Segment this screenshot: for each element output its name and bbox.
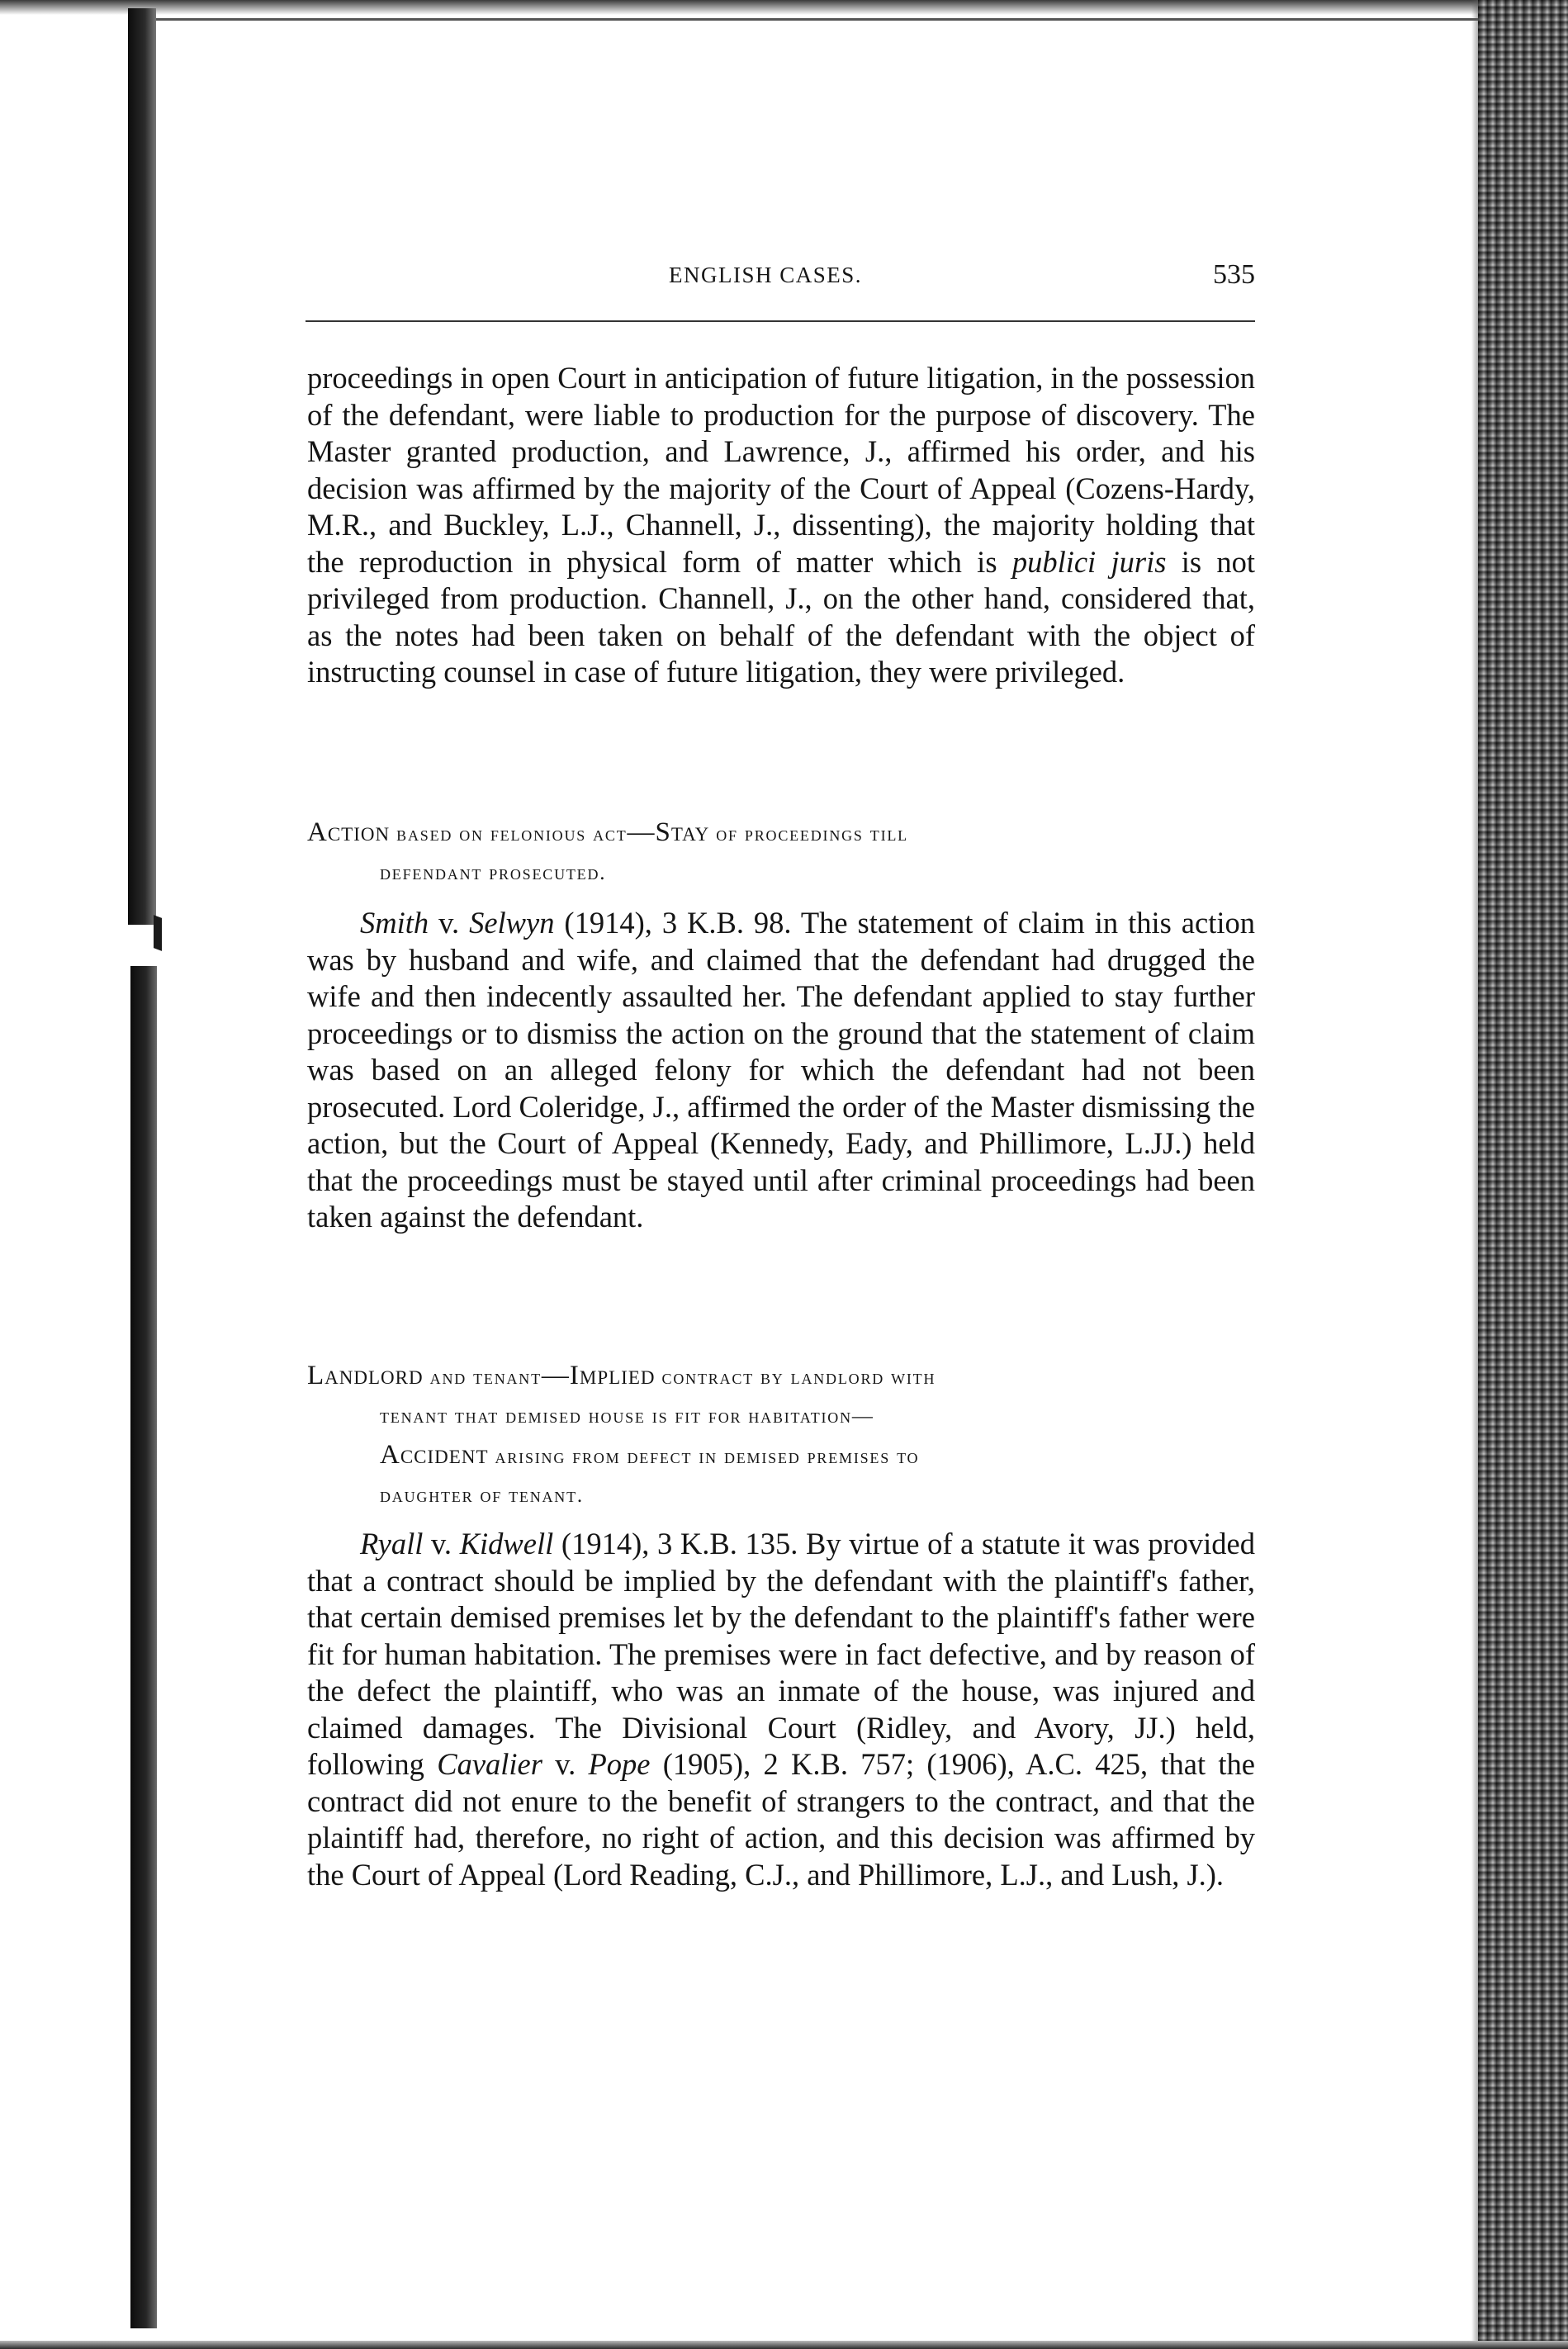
ryall-case-paragraph — [307, 1526, 1255, 1893]
smith-case-heading — [307, 813, 1255, 893]
binding-gutter-upper — [128, 8, 156, 925]
smith-body: The statement of claim in this action was by husband and wife, and claimed that the defendant had drugged the wife and then indecently assaulted her. The defendant applied to stay further proceedings or to dismiss the action on the ground that the statement of claim was based on an alleged felony for which the defendant had not been prosecuted. Lord Coleridge, J., affirmed the order of the Master dismissing the action, but the Court of Appeal (Kennedy, Eady, and Phillimore, L.JJ.) held that the proceedings must be stayed until after criminal proceedings had been taken against the defendant. — [307, 906, 1255, 1234]
cited-v: v. — [542, 1747, 589, 1781]
smith-heading-cap-3: —Stay — [627, 817, 710, 847]
scan-bottom-shadow — [0, 2341, 1568, 2349]
cited-party-1: Cavalier — [437, 1747, 542, 1781]
ryall-heading-cap-5: Accident — [380, 1440, 489, 1470]
ryall-party-2: Kidwell — [459, 1527, 554, 1560]
scan-top-line — [149, 18, 1486, 21]
ryall-heading-cap-3: —Implied — [541, 1361, 656, 1390]
smith-party-2: Selwyn — [469, 906, 555, 940]
smith-heading-part-2: based on felonious act — [390, 823, 628, 845]
smith-case-v: v. — [429, 906, 470, 940]
page-number: 535 — [1213, 259, 1255, 290]
ryall-case-heading — [307, 1357, 1255, 1515]
smith-heading-cap-1: Action — [307, 817, 391, 847]
binding-gutter-notch — [154, 915, 162, 951]
ryall-body-2: (1905), 2 K.B. 757; (1906), A.C. 425, that the contract did not enure to the benefit of strangers to the contract, and that the plaintiff had, therefore, no right of action, and this decision was affirmed by the Court of Appeal (Lord Reading, C.J., and Phillimore, L.J., and Lush, J.). — [307, 1747, 1256, 1892]
intro-text-after: is not privileged from production. Channell, J., on the other hand, considered that, as the notes had been taken on behalf of the defendant with the object of instructing counsel in case of future litigation, they were privileged. — [307, 544, 1255, 689]
ryall-heading-line-2: tenant that demised house is fit for habitation— — [380, 1405, 874, 1428]
ryall-party-1: Ryall — [360, 1527, 424, 1560]
scan-top-shadow — [0, 0, 1568, 15]
ryall-heading-line-4: daughter of tenant. — [380, 1485, 584, 1507]
smith-heading-line-2: defendant prosecuted. — [380, 862, 607, 884]
page-edge-texture — [1478, 0, 1568, 2349]
smith-heading-part-4: of proceedings till — [709, 823, 908, 845]
smith-party-1: Smith — [360, 906, 429, 940]
ryall-heading-part-4: contract by landlord with — [655, 1366, 936, 1389]
ryall-heading-part-6: arising from defect in demised premises to — [488, 1446, 920, 1468]
cited-party-2: Pope — [588, 1747, 651, 1781]
smith-citation: (1914), 3 K.B. 98. — [554, 906, 792, 940]
binding-gutter-lower — [130, 966, 157, 2328]
ryall-heading-cap-1: Landlord — [307, 1361, 424, 1390]
intro-text: proceedings in open Court in anticipation of future litigation, in the possession of the defendant, were liable to production for the purpose of discovery. The Master granted production, and Lawrence, J., affirmed his order, and his decision was affirmed by the majority of the Court of Appeal (Cozens-Hardy, M.R., and Buckley, L.J., Channell, J., dissenting), the majority holding that the reproduction in physical form of matter which is — [307, 361, 1255, 579]
intro-paragraph — [307, 360, 1255, 691]
intro-italic-phrase: publici juris — [1011, 544, 1167, 579]
header-rule — [306, 320, 1255, 322]
ryall-case-v: v. — [423, 1527, 460, 1560]
running-head — [306, 259, 1255, 296]
ryall-body-1: By virtue of a statute it was provided that a contract should be implied by the defendant with the plaintiff's father, that certain demised premises let by the defendant to the plaintiff's father were fit for human habitation. The premises were in fact defective, and by reason of the defect the plaintiff, who was an inmate of the house, was injured and claimed damages. The Divisional Court (Ridley, and Avory, JJ.) held, following — [307, 1527, 1255, 1781]
ryall-heading-part-2: and tenant — [423, 1366, 542, 1389]
smith-case-paragraph — [307, 905, 1255, 1236]
ryall-heading-line-3 — [307, 1436, 1255, 1476]
running-head-title: ENGLISH CASES. — [669, 263, 863, 287]
ryall-citation: (1914), 3 K.B. 135. — [553, 1527, 798, 1560]
